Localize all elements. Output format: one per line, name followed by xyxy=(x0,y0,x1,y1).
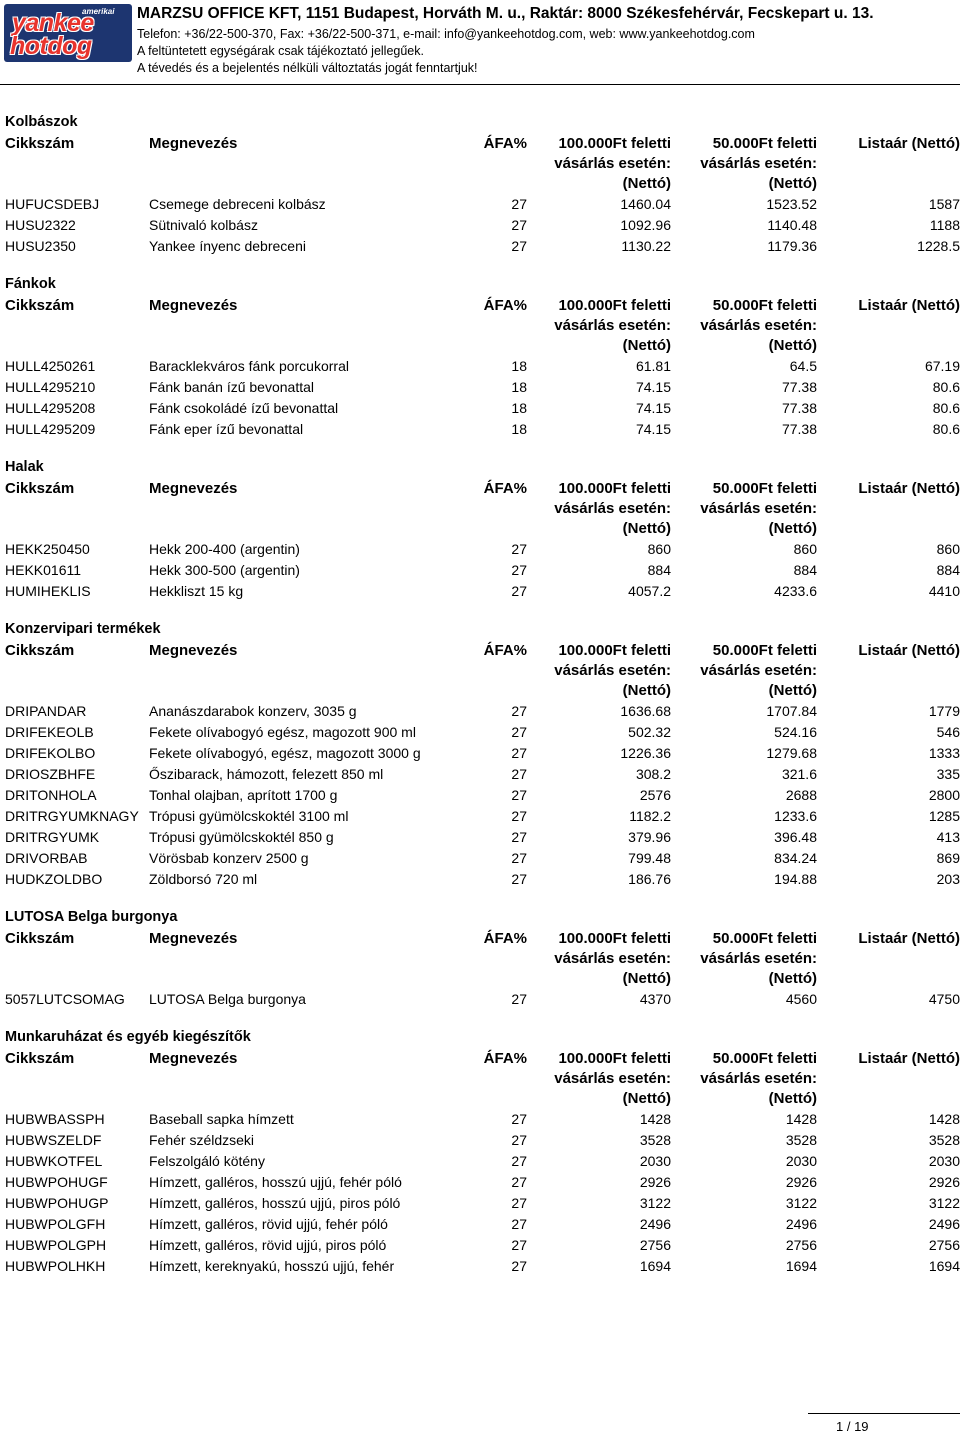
header-price-50k-line: 50.000Ft feletti xyxy=(712,135,817,152)
table-row xyxy=(0,398,960,419)
cell-price-100k: 61.81 xyxy=(635,358,671,374)
cell-list-price: 4410 xyxy=(928,583,960,599)
cell-price-100k: 3528 xyxy=(639,1132,671,1148)
disclaimer-line-1: A feltüntetett egységárak csak tájékoztató jellegűek. xyxy=(137,44,424,58)
table-row xyxy=(0,1109,960,1130)
cell-price-50k: 860 xyxy=(793,541,817,557)
cell-code: HULL4250261 xyxy=(5,358,96,374)
cell-name: Fánk csokoládé ízű bevonattal xyxy=(149,400,339,416)
cell-code: HULL4295210 xyxy=(5,379,96,395)
cell-vat: 27 xyxy=(511,766,527,782)
cell-price-50k: 4560 xyxy=(785,991,817,1007)
header-price-100k-line: vásárlás esetén: xyxy=(554,155,671,172)
table-row xyxy=(0,356,960,377)
table-row xyxy=(0,560,960,581)
table-row xyxy=(0,1256,960,1277)
product-section xyxy=(0,907,960,1010)
section-title: Konzervipari termékek xyxy=(5,621,161,637)
header-list-price: Listaár (Nettó) xyxy=(858,1050,960,1067)
cell-code: DRIFEKEOLB xyxy=(5,724,94,740)
cell-vat: 27 xyxy=(511,217,527,233)
cell-code: HUSU2350 xyxy=(5,238,76,254)
cell-vat: 27 xyxy=(511,196,527,212)
cell-code: DRIPANDAR xyxy=(5,703,87,719)
cell-price-50k: 834.24 xyxy=(774,850,817,866)
cell-price-100k: 4370 xyxy=(639,991,671,1007)
cell-code: HULL4295209 xyxy=(5,421,96,437)
cell-vat: 27 xyxy=(511,1111,527,1127)
header-code: Cikkszám xyxy=(5,480,75,497)
product-section xyxy=(0,619,960,890)
cell-vat: 18 xyxy=(511,421,527,437)
cell-name: Őszibarack, hámozott, felezett 850 ml xyxy=(149,766,384,782)
cell-name: Csemege debreceni kolbász xyxy=(149,196,326,212)
header-price-50k-line: (Nettó) xyxy=(768,970,817,987)
header-price-100k-line: (Nettó) xyxy=(622,682,671,699)
cell-price-100k: 502.32 xyxy=(628,724,671,740)
cell-list-price: 860 xyxy=(936,541,960,557)
table-row xyxy=(0,806,960,827)
cell-vat: 27 xyxy=(511,1195,527,1211)
cell-code: HUSU2322 xyxy=(5,217,76,233)
cell-list-price: 869 xyxy=(936,850,960,866)
product-section xyxy=(0,274,960,440)
cell-price-50k: 1140.48 xyxy=(767,217,817,233)
cell-name: Fánk eper ízű bevonattal xyxy=(149,421,304,437)
table-header xyxy=(0,640,960,701)
cell-list-price: 1333 xyxy=(928,745,960,761)
section-title: LUTOSA Belga burgonya xyxy=(5,909,178,925)
cell-price-50k: 77.38 xyxy=(781,379,817,395)
table-row xyxy=(0,581,960,602)
cell-vat: 27 xyxy=(511,562,527,578)
table-row xyxy=(0,848,960,869)
cell-list-price: 80.6 xyxy=(932,400,960,416)
table-row xyxy=(0,764,960,785)
cell-name: Hímzett, galléros, hosszú ujjú, piros póló xyxy=(149,1195,401,1211)
cell-price-100k: 4057.2 xyxy=(628,583,671,599)
cell-name: Sütnivaló kolbász xyxy=(149,217,258,233)
header-price-100k-line: vásárlás esetén: xyxy=(554,1070,671,1087)
cell-vat: 27 xyxy=(511,583,527,599)
header-price-50k-line: (Nettó) xyxy=(768,682,817,699)
header-price-50k-line: vásárlás esetén: xyxy=(700,1070,817,1087)
cell-price-50k: 321.6 xyxy=(781,766,817,782)
cell-code: DRIVORBAB xyxy=(5,850,88,866)
section-title: Munkaruházat és egyéb kiegészítők xyxy=(5,1029,251,1045)
cell-code: HUBWPOLGFH xyxy=(5,1216,106,1232)
cell-vat: 27 xyxy=(511,1258,527,1274)
header-price-50k-line: vásárlás esetén: xyxy=(700,662,817,679)
cell-code: DRIOSZBHFE xyxy=(5,766,96,782)
cell-name: Hímzett, kereknyakú, hosszú ujjú, fehér xyxy=(149,1258,395,1274)
cell-price-50k: 1233.6 xyxy=(774,808,817,824)
cell-list-price: 1188 xyxy=(929,217,960,233)
cell-price-50k: 396.48 xyxy=(774,829,817,845)
cell-list-price: 1587 xyxy=(928,196,960,212)
cell-price-100k: 884 xyxy=(647,562,671,578)
cell-price-100k: 2756 xyxy=(639,1237,671,1253)
cell-price-50k: 3528 xyxy=(785,1132,817,1148)
cell-code: DRIFEKOLBO xyxy=(5,745,96,761)
header-code: Cikkszám xyxy=(5,1050,75,1067)
logo-hotdog: hotdog xyxy=(10,32,92,60)
cell-code: HUBWPOHUGP xyxy=(5,1195,109,1211)
cell-price-50k: 884 xyxy=(793,562,817,578)
table-row xyxy=(0,1214,960,1235)
header-price-100k-line: 100.000Ft feletti xyxy=(558,930,671,947)
cell-price-50k: 2756 xyxy=(785,1237,817,1253)
cell-list-price: 2496 xyxy=(928,1216,960,1232)
cell-code: HUMIHEKLIS xyxy=(5,583,91,599)
cell-price-50k: 77.38 xyxy=(781,400,817,416)
header-divider xyxy=(0,84,960,85)
header-price-50k-line: 50.000Ft feletti xyxy=(712,642,817,659)
cell-list-price: 203 xyxy=(936,871,960,887)
cell-code: HULL4295208 xyxy=(5,400,96,416)
header-price-50k xyxy=(677,296,817,356)
table-header xyxy=(0,478,960,539)
cell-price-50k: 2926 xyxy=(785,1174,817,1190)
header-price-50k-line: 50.000Ft feletti xyxy=(712,297,817,314)
product-section xyxy=(0,1027,960,1277)
table-row xyxy=(0,1193,960,1214)
header-price-100k-line: (Nettó) xyxy=(622,175,671,192)
cell-price-100k: 74.15 xyxy=(635,421,671,437)
cell-name: Hímzett, galléros, hosszú ujjú, fehér póló xyxy=(149,1174,402,1190)
cell-name: Fekete olívabogyó egész, magozott 900 ml xyxy=(149,724,416,740)
cell-vat: 27 xyxy=(511,1237,527,1253)
cell-price-100k: 1092.96 xyxy=(620,217,671,233)
header-price-100k xyxy=(531,1049,671,1109)
cell-list-price: 335 xyxy=(936,766,960,782)
cell-vat: 27 xyxy=(511,1132,527,1148)
header-price-100k xyxy=(531,479,671,539)
company-address: MARZSU OFFICE KFT, 1151 Budapest, Horváth M. u., Raktár: 8000 Székesfehérvár, Fecskepart u. 13. xyxy=(137,5,874,22)
cell-price-50k: 77.38 xyxy=(781,421,817,437)
cell-list-price: 1228.5 xyxy=(917,238,960,254)
cell-code: HUDKZOLDBO xyxy=(5,871,103,887)
table-row xyxy=(0,236,960,257)
cell-name: Fehér széldzseki xyxy=(149,1132,255,1148)
header-price-100k-line: (Nettó) xyxy=(622,337,671,354)
cell-name: Baseball sapka hímzett xyxy=(149,1111,294,1127)
header-price-50k-line: (Nettó) xyxy=(768,337,817,354)
header-price-100k-line: (Nettó) xyxy=(622,970,671,987)
table-row xyxy=(0,989,960,1010)
cell-vat: 27 xyxy=(511,991,527,1007)
cell-vat: 27 xyxy=(511,808,527,824)
cell-list-price: 2800 xyxy=(928,787,960,803)
cell-list-price: 884 xyxy=(936,562,960,578)
product-section xyxy=(0,112,960,257)
cell-vat: 27 xyxy=(511,238,527,254)
cell-list-price: 1428 xyxy=(928,1111,960,1127)
header-price-100k-line: 100.000Ft feletti xyxy=(558,1050,671,1067)
table-row xyxy=(0,827,960,848)
cell-price-100k: 2496 xyxy=(639,1216,671,1232)
header-list-price: Listaár (Nettó) xyxy=(858,297,960,314)
table-row xyxy=(0,194,960,215)
header-vat: ÁFA% xyxy=(483,135,527,152)
header-name: Megnevezés xyxy=(149,642,238,659)
section-title: Fánkok xyxy=(5,276,56,292)
table-row xyxy=(0,419,960,440)
cell-vat: 27 xyxy=(511,829,527,845)
cell-price-50k: 524.16 xyxy=(774,724,817,740)
cell-code: HUBWPOLHKH xyxy=(5,1258,106,1274)
cell-code: HUBWPOLGPH xyxy=(5,1237,107,1253)
cell-price-100k: 74.15 xyxy=(635,400,671,416)
cell-name: Felszolgáló kötény xyxy=(149,1153,265,1169)
cell-vat: 27 xyxy=(511,787,527,803)
cell-list-price: 2030 xyxy=(928,1153,960,1169)
header-price-100k-line: vásárlás esetén: xyxy=(554,500,671,517)
header-name: Megnevezés xyxy=(149,930,238,947)
cell-price-100k: 3122 xyxy=(639,1195,671,1211)
header-price-50k-line: (Nettó) xyxy=(768,1090,817,1107)
header-vat: ÁFA% xyxy=(483,297,527,314)
header-name: Megnevezés xyxy=(149,135,238,152)
cell-name: Baracklekváros fánk porcukorral xyxy=(149,358,349,374)
header-code: Cikkszám xyxy=(5,135,75,152)
table-row xyxy=(0,701,960,722)
header-price-50k-line: 50.000Ft feletti xyxy=(712,480,817,497)
header-code: Cikkszám xyxy=(5,930,75,947)
cell-code: DRITRGYUMK xyxy=(5,829,100,845)
cell-list-price: 1285 xyxy=(928,808,960,824)
table-row xyxy=(0,1235,960,1256)
cell-vat: 27 xyxy=(511,850,527,866)
cell-price-50k: 2496 xyxy=(785,1216,817,1232)
product-section xyxy=(0,457,960,602)
cell-name: Hímzett, galléros, rövid ujjú, fehér póló xyxy=(149,1216,388,1232)
header-price-50k xyxy=(677,929,817,989)
cell-price-100k: 379.96 xyxy=(628,829,671,845)
table-row xyxy=(0,215,960,236)
cell-list-price: 80.6 xyxy=(932,379,960,395)
cell-price-100k: 1636.68 xyxy=(620,703,671,719)
header-code: Cikkszám xyxy=(5,642,75,659)
header-price-100k-line: vásárlás esetén: xyxy=(554,662,671,679)
cell-code: HEKK250450 xyxy=(5,541,90,557)
cell-price-50k: 1694 xyxy=(785,1258,817,1274)
table-row xyxy=(0,743,960,764)
cell-name: Hekk 300-500 (argentin) xyxy=(149,562,300,578)
cell-price-100k: 186.76 xyxy=(628,871,671,887)
cell-list-price: 4750 xyxy=(928,991,960,1007)
table-row xyxy=(0,377,960,398)
cell-list-price: 2756 xyxy=(928,1237,960,1253)
cell-name: Vörösbab konzerv 2500 g xyxy=(149,850,309,866)
header-price-100k xyxy=(531,134,671,194)
cell-vat: 27 xyxy=(511,745,527,761)
cell-name: Zöldborsó 720 ml xyxy=(149,871,258,887)
cell-code: HUFUCSDEBJ xyxy=(5,196,100,212)
cell-code: DRITRGYUMKNAGY xyxy=(5,808,139,824)
cell-code: DRITONHOLA xyxy=(5,787,97,803)
cell-name: Tonhal olajban, aprított 1700 g xyxy=(149,787,338,803)
cell-price-50k: 3122 xyxy=(785,1195,817,1211)
cell-vat: 18 xyxy=(511,379,527,395)
cell-price-50k: 4233.6 xyxy=(774,583,817,599)
cell-price-100k: 74.15 xyxy=(635,379,671,395)
header-name: Megnevezés xyxy=(149,1050,238,1067)
cell-code: HUBWPOHUGF xyxy=(5,1174,108,1190)
header-price-50k-line: vásárlás esetén: xyxy=(700,500,817,517)
cell-code: 5057LUTCSOMAG xyxy=(5,991,125,1007)
header-price-50k-line: vásárlás esetén: xyxy=(700,950,817,967)
header-price-100k-line: 100.000Ft feletti xyxy=(558,135,671,152)
cell-price-50k: 1279.68 xyxy=(766,745,817,761)
table-header xyxy=(0,295,960,356)
cell-name: Hekkliszt 15 kg xyxy=(149,583,244,599)
cell-price-100k: 1226.36 xyxy=(620,745,671,761)
table-row xyxy=(0,1151,960,1172)
cell-price-100k: 1182.2 xyxy=(629,808,671,824)
table-row xyxy=(0,722,960,743)
header-price-50k-line: (Nettó) xyxy=(768,520,817,537)
cell-price-100k: 1428 xyxy=(639,1111,671,1127)
footer-divider xyxy=(808,1413,960,1414)
cell-price-100k: 1694 xyxy=(639,1258,671,1274)
cell-price-50k: 194.88 xyxy=(774,871,817,887)
cell-vat: 18 xyxy=(511,358,527,374)
header-price-50k-line: vásárlás esetén: xyxy=(700,317,817,334)
cell-name: Fekete olívabogyó, egész, magozott 3000 g xyxy=(149,745,421,761)
header-list-price: Listaár (Nettó) xyxy=(858,930,960,947)
table-row xyxy=(0,539,960,560)
header-price-100k-line: (Nettó) xyxy=(622,1090,671,1107)
header-price-100k xyxy=(531,641,671,701)
cell-code: HUBWBASSPH xyxy=(5,1111,105,1127)
cell-name: LUTOSA Belga burgonya xyxy=(149,991,306,1007)
header-price-50k xyxy=(677,1049,817,1109)
header-vat: ÁFA% xyxy=(483,642,527,659)
section-title: Kolbászok xyxy=(5,114,78,130)
cell-list-price: 413 xyxy=(936,829,960,845)
header-list-price: Listaár (Nettó) xyxy=(858,135,960,152)
header-price-100k-line: 100.000Ft feletti xyxy=(558,297,671,314)
cell-list-price: 1779 xyxy=(928,703,960,719)
cell-price-100k: 2576 xyxy=(639,787,671,803)
cell-list-price: 1694 xyxy=(928,1258,960,1274)
header-vat: ÁFA% xyxy=(483,480,527,497)
cell-price-50k: 2030 xyxy=(785,1153,817,1169)
cell-price-100k: 308.2 xyxy=(635,766,671,782)
cell-price-50k: 2688 xyxy=(785,787,817,803)
cell-list-price: 546 xyxy=(936,724,960,740)
header-vat: ÁFA% xyxy=(483,1050,527,1067)
cell-price-50k: 64.5 xyxy=(789,358,817,374)
header-price-100k-line: vásárlás esetén: xyxy=(554,317,671,334)
header-name: Megnevezés xyxy=(149,297,238,314)
section-title: Halak xyxy=(5,459,44,475)
cell-price-50k: 1428 xyxy=(785,1111,817,1127)
cell-name: Fánk banán ízű bevonattal xyxy=(149,379,315,395)
header-vat: ÁFA% xyxy=(483,930,527,947)
brand-logo xyxy=(4,4,132,62)
page-number: 1 / 19 xyxy=(836,1419,869,1434)
header-price-50k-line: (Nettó) xyxy=(768,175,817,192)
cell-vat: 27 xyxy=(511,541,527,557)
price-list xyxy=(0,112,960,1294)
header-price-100k-line: 100.000Ft feletti xyxy=(558,480,671,497)
cell-price-100k: 1130.22 xyxy=(621,238,671,254)
cell-name: Trópusi gyümölcskoktél 850 g xyxy=(149,829,334,845)
header-price-100k xyxy=(531,929,671,989)
header-price-100k xyxy=(531,296,671,356)
cell-name: Yankee ínyenc debreceni xyxy=(149,238,306,254)
cell-price-100k: 799.48 xyxy=(628,850,671,866)
disclaimer-line-2: A tévedés és a bejelentés nélküli változtatás jogát fenntartjuk! xyxy=(137,61,478,75)
cell-vat: 27 xyxy=(511,1174,527,1190)
cell-price-50k: 1707.84 xyxy=(766,703,817,719)
header-list-price: Listaár (Nettó) xyxy=(858,642,960,659)
cell-price-50k: 1523.52 xyxy=(766,196,817,212)
cell-name: Hímzett, galléros, rövid ujjú, piros póló xyxy=(149,1237,387,1253)
table-row xyxy=(0,869,960,890)
header-price-50k-line: 50.000Ft feletti xyxy=(712,1050,817,1067)
table-row xyxy=(0,1172,960,1193)
cell-vat: 27 xyxy=(511,724,527,740)
header-price-50k xyxy=(677,479,817,539)
logo-yankee: yankee xyxy=(12,9,94,37)
cell-vat: 27 xyxy=(511,871,527,887)
header-price-100k-line: 100.000Ft feletti xyxy=(558,642,671,659)
cell-name: Trópusi gyümölcskoktél 3100 ml xyxy=(149,808,349,824)
header-price-100k-line: (Nettó) xyxy=(622,520,671,537)
cell-code: HUBWSZELDF xyxy=(5,1132,102,1148)
page-header xyxy=(0,0,960,84)
cell-vat: 27 xyxy=(511,703,527,719)
cell-name: Hekk 200-400 (argentin) xyxy=(149,541,300,557)
cell-list-price: 3528 xyxy=(928,1132,960,1148)
cell-price-100k: 860 xyxy=(647,541,671,557)
cell-list-price: 80.6 xyxy=(932,421,960,437)
header-list-price: Listaár (Nettó) xyxy=(858,480,960,497)
table-header xyxy=(0,133,960,194)
logo-amerikai: amerikai xyxy=(82,7,115,16)
cell-code: HEKK01611 xyxy=(5,562,82,578)
table-row xyxy=(0,785,960,806)
cell-vat: 18 xyxy=(511,400,527,416)
cell-vat: 27 xyxy=(511,1153,527,1169)
header-price-50k-line: 50.000Ft feletti xyxy=(712,930,817,947)
header-code: Cikkszám xyxy=(5,297,75,314)
header-name: Megnevezés xyxy=(149,480,238,497)
table-header xyxy=(0,1048,960,1109)
header-price-50k-line: vásárlás esetén: xyxy=(700,155,817,172)
cell-price-100k: 2030 xyxy=(639,1153,671,1169)
cell-price-50k: 1179.36 xyxy=(767,238,817,254)
header-price-100k-line: vásárlás esetén: xyxy=(554,950,671,967)
cell-list-price: 3122 xyxy=(928,1195,960,1211)
cell-list-price: 2926 xyxy=(928,1174,960,1190)
cell-name: Ananászdarabok konzerv, 3035 g xyxy=(149,703,357,719)
cell-vat: 27 xyxy=(511,1216,527,1232)
cell-list-price: 67.19 xyxy=(924,358,960,374)
table-row xyxy=(0,1130,960,1151)
cell-price-100k: 1460.04 xyxy=(620,196,671,212)
header-price-50k xyxy=(677,641,817,701)
table-header xyxy=(0,928,960,989)
header-price-50k xyxy=(677,134,817,194)
cell-price-100k: 2926 xyxy=(639,1174,671,1190)
contact-line: Telefon: +36/22-500-370, Fax: +36/22-500-371, e-mail: info@yankeehotdog.com, web: www.yankeehotdog.com xyxy=(137,27,755,41)
cell-code: HUBWKOTFEL xyxy=(5,1153,103,1169)
